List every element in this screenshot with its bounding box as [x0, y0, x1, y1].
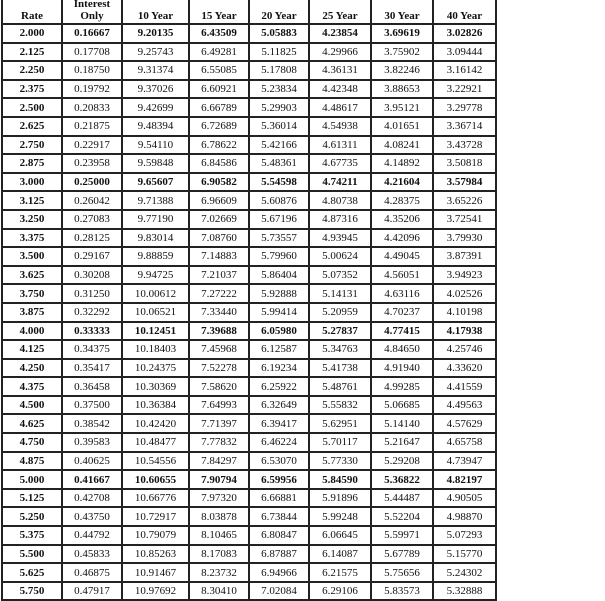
factor-cell: 3.79930 [433, 229, 496, 248]
factor-cell: 0.32292 [62, 303, 122, 322]
factor-cell: 5.91896 [309, 489, 371, 508]
factor-cell: 4.17938 [433, 322, 496, 341]
factor-cell: 6.25922 [249, 377, 309, 396]
factor-cell: 5.52204 [371, 507, 433, 526]
factor-cell: 3.29778 [433, 98, 496, 117]
factor-cell: 7.27222 [189, 284, 249, 303]
factor-cell: 6.53070 [249, 452, 309, 471]
factor-cell: 7.58620 [189, 377, 249, 396]
rate-cell: 2.625 [2, 117, 62, 136]
header-interest-only [62, 0, 122, 24]
header-40-year: 40 Year [433, 0, 496, 24]
factor-cell: 5.60876 [249, 191, 309, 210]
factor-cell: 5.06685 [371, 396, 433, 415]
factor-cell: 6.06645 [309, 526, 371, 545]
factor-cell: 5.07293 [433, 526, 496, 545]
factor-cell: 4.48617 [309, 98, 371, 117]
factor-cell: 5.67196 [249, 210, 309, 229]
table-row [2, 414, 496, 433]
factor-cell: 6.96609 [189, 191, 249, 210]
factor-cell: 5.55832 [309, 396, 371, 415]
factor-cell: 6.59956 [249, 470, 309, 489]
rate-cell: 3.375 [2, 229, 62, 248]
table-row [2, 154, 496, 173]
factor-cell: 4.54938 [309, 117, 371, 136]
factor-cell: 4.42348 [309, 80, 371, 99]
factor-cell: 0.22917 [62, 136, 122, 155]
factor-cell: 5.79960 [249, 247, 309, 266]
table-row [2, 284, 496, 303]
factor-cell: 9.48394 [122, 117, 189, 136]
rate-cell: 5.375 [2, 526, 62, 545]
factor-cell: 9.20135 [122, 24, 189, 43]
factor-cell: 10.72917 [122, 507, 189, 526]
factor-cell: 6.46224 [249, 433, 309, 452]
factor-cell: 5.44487 [371, 489, 433, 508]
factor-cell: 7.84297 [189, 452, 249, 471]
factor-cell: 3.02826 [433, 24, 496, 43]
factor-cell: 5.99248 [309, 507, 371, 526]
factor-cell: 5.14131 [309, 284, 371, 303]
factor-cell: 7.77832 [189, 433, 249, 452]
rate-cell: 3.625 [2, 266, 62, 285]
factor-cell: 4.49563 [433, 396, 496, 415]
factor-cell: 5.99414 [249, 303, 309, 322]
factor-cell: 5.20959 [309, 303, 371, 322]
table-row [2, 80, 496, 99]
factor-cell: 0.44792 [62, 526, 122, 545]
factor-cell: 10.06521 [122, 303, 189, 322]
factor-cell: 5.77330 [309, 452, 371, 471]
factor-cell: 3.75902 [371, 43, 433, 62]
rate-cell: 4.375 [2, 377, 62, 396]
factor-cell: 0.34375 [62, 340, 122, 359]
factor-cell: 5.73557 [249, 229, 309, 248]
factor-cell: 6.05980 [249, 322, 309, 341]
factor-cell: 4.28375 [371, 191, 433, 210]
factor-cell: 6.14087 [309, 545, 371, 564]
factor-cell: 7.39688 [189, 322, 249, 341]
factor-cell: 4.10198 [433, 303, 496, 322]
factor-cell: 6.39417 [249, 414, 309, 433]
factor-cell: 3.88653 [371, 80, 433, 99]
factor-cell: 4.65758 [433, 433, 496, 452]
factor-cell: 7.02669 [189, 210, 249, 229]
factor-cell: 0.42708 [62, 489, 122, 508]
factor-cell: 0.17708 [62, 43, 122, 62]
factor-cell: 0.28125 [62, 229, 122, 248]
header-15-year: 15 Year [189, 0, 249, 24]
rate-cell: 3.500 [2, 247, 62, 266]
rate-cell: 2.875 [2, 154, 62, 173]
table-row [2, 117, 496, 136]
rate-cell: 2.125 [2, 43, 62, 62]
table-row [2, 191, 496, 210]
header-rate: Rate [2, 0, 62, 24]
factor-cell: 0.27083 [62, 210, 122, 229]
factor-cell: 8.30410 [189, 582, 249, 601]
factor-cell: 10.91467 [122, 563, 189, 582]
header-30-year: 30 Year [371, 0, 433, 24]
factor-cell: 6.87887 [249, 545, 309, 564]
factor-cell: 7.08760 [189, 229, 249, 248]
factor-cell: 6.84586 [189, 154, 249, 173]
factor-cell: 0.46875 [62, 563, 122, 582]
factor-cell: 3.09444 [433, 43, 496, 62]
factor-cell: 8.17083 [189, 545, 249, 564]
factor-cell: 5.27837 [309, 322, 371, 341]
factor-cell: 5.48361 [249, 154, 309, 173]
table-row [2, 210, 496, 229]
payment-factor-table [1, 0, 497, 601]
table-row [2, 545, 496, 564]
factor-cell: 8.03878 [189, 507, 249, 526]
table-row [2, 303, 496, 322]
factor-cell: 3.50818 [433, 154, 496, 173]
factor-cell: 3.65226 [433, 191, 496, 210]
factor-cell: 7.97320 [189, 489, 249, 508]
factor-cell: 9.59848 [122, 154, 189, 173]
factor-cell: 4.61311 [309, 136, 371, 155]
table-row [2, 377, 496, 396]
factor-cell: 9.71388 [122, 191, 189, 210]
header-25-year: 25 Year [309, 0, 371, 24]
factor-cell: 5.86404 [249, 266, 309, 285]
rate-cell: 4.625 [2, 414, 62, 433]
factor-cell: 4.73947 [433, 452, 496, 471]
rate-cell: 5.125 [2, 489, 62, 508]
rate-cell: 5.750 [2, 582, 62, 601]
table-row [2, 489, 496, 508]
rate-cell: 5.250 [2, 507, 62, 526]
factor-cell: 9.37026 [122, 80, 189, 99]
factor-cell: 10.24375 [122, 359, 189, 378]
factor-cell: 5.59971 [371, 526, 433, 545]
rate-cell: 5.625 [2, 563, 62, 582]
factor-cell: 10.00612 [122, 284, 189, 303]
table-row [2, 229, 496, 248]
factor-cell: 5.54598 [249, 173, 309, 192]
factor-cell: 10.36384 [122, 396, 189, 415]
factor-cell: 6.73844 [249, 507, 309, 526]
factor-cell: 0.47917 [62, 582, 122, 601]
factor-cell: 10.85263 [122, 545, 189, 564]
factor-cell: 9.54110 [122, 136, 189, 155]
factor-cell: 3.82246 [371, 61, 433, 80]
factor-cell: 9.94725 [122, 266, 189, 285]
factor-cell: 7.33440 [189, 303, 249, 322]
factor-cell: 9.42699 [122, 98, 189, 117]
factor-cell: 3.95121 [371, 98, 433, 117]
factor-cell: 4.14892 [371, 154, 433, 173]
factor-cell: 4.02526 [433, 284, 496, 303]
factor-cell: 5.21647 [371, 433, 433, 452]
factor-cell: 9.31374 [122, 61, 189, 80]
table-header-row [2, 0, 496, 24]
factor-cell: 4.98870 [433, 507, 496, 526]
factor-cell: 5.41738 [309, 359, 371, 378]
factor-cell: 0.21875 [62, 117, 122, 136]
rate-cell: 3.750 [2, 284, 62, 303]
table-body [2, 24, 496, 600]
factor-cell: 5.62951 [309, 414, 371, 433]
factor-cell: 4.36131 [309, 61, 371, 80]
factor-cell: 0.16667 [62, 24, 122, 43]
rate-cell: 4.125 [2, 340, 62, 359]
factor-cell: 5.23834 [249, 80, 309, 99]
factor-cell: 4.42096 [371, 229, 433, 248]
factor-cell: 4.77415 [371, 322, 433, 341]
factor-cell: 4.21604 [371, 173, 433, 192]
rate-cell: 4.750 [2, 433, 62, 452]
table-row [2, 433, 496, 452]
table-row [2, 322, 496, 341]
factor-cell: 5.84590 [309, 470, 371, 489]
factor-cell: 5.36014 [249, 117, 309, 136]
rate-cell: 2.500 [2, 98, 62, 117]
factor-cell: 6.32649 [249, 396, 309, 415]
factor-cell: 4.63116 [371, 284, 433, 303]
factor-cell: 6.60921 [189, 80, 249, 99]
factor-cell: 5.29208 [371, 452, 433, 471]
factor-cell: 5.36822 [371, 470, 433, 489]
table-row [2, 507, 496, 526]
factor-cell: 4.93945 [309, 229, 371, 248]
factor-cell: 0.18750 [62, 61, 122, 80]
factor-cell: 7.45968 [189, 340, 249, 359]
rate-cell: 4.500 [2, 396, 62, 415]
factor-cell: 0.19792 [62, 80, 122, 99]
factor-cell: 5.75656 [371, 563, 433, 582]
table-row [2, 396, 496, 415]
factor-cell: 4.41559 [433, 377, 496, 396]
factor-cell: 10.30369 [122, 377, 189, 396]
factor-cell: 6.21575 [309, 563, 371, 582]
factor-cell: 5.05883 [249, 24, 309, 43]
factor-cell: 6.49281 [189, 43, 249, 62]
factor-cell: 8.10465 [189, 526, 249, 545]
factor-cell: 0.20833 [62, 98, 122, 117]
factor-cell: 0.36458 [62, 377, 122, 396]
factor-cell: 0.41667 [62, 470, 122, 489]
factor-cell: 9.77190 [122, 210, 189, 229]
factor-cell: 7.64993 [189, 396, 249, 415]
factor-cell: 5.32888 [433, 582, 496, 601]
factor-cell: 4.25746 [433, 340, 496, 359]
factor-cell: 4.57629 [433, 414, 496, 433]
factor-cell: 4.49045 [371, 247, 433, 266]
factor-cell: 9.83014 [122, 229, 189, 248]
factor-cell: 0.45833 [62, 545, 122, 564]
factor-cell: 5.70117 [309, 433, 371, 452]
table-row [2, 136, 496, 155]
factor-cell: 6.55085 [189, 61, 249, 80]
factor-cell: 0.31250 [62, 284, 122, 303]
factor-cell: 10.12451 [122, 322, 189, 341]
factor-cell: 0.39583 [62, 433, 122, 452]
factor-cell: 8.23732 [189, 563, 249, 582]
factor-cell: 3.22921 [433, 80, 496, 99]
factor-cell: 9.25743 [122, 43, 189, 62]
rate-cell: 5.000 [2, 470, 62, 489]
factor-cell: 0.23958 [62, 154, 122, 173]
factor-cell: 0.33333 [62, 322, 122, 341]
factor-cell: 9.88859 [122, 247, 189, 266]
factor-cell: 5.42166 [249, 136, 309, 155]
header-interest-only-text: Interest Only [73, 0, 111, 22]
factor-cell: 3.36714 [433, 117, 496, 136]
factor-cell: 0.30208 [62, 266, 122, 285]
factor-cell: 5.00624 [309, 247, 371, 266]
factor-cell: 7.21037 [189, 266, 249, 285]
table-row [2, 470, 496, 489]
rate-cell: 4.250 [2, 359, 62, 378]
factor-cell: 0.40625 [62, 452, 122, 471]
header-20-year: 20 Year [249, 0, 309, 24]
rate-cell: 2.250 [2, 61, 62, 80]
factor-cell: 10.97692 [122, 582, 189, 601]
factor-cell: 10.60655 [122, 470, 189, 489]
factor-cell: 7.90794 [189, 470, 249, 489]
factor-cell: 7.71397 [189, 414, 249, 433]
factor-cell: 3.57984 [433, 173, 496, 192]
table-row [2, 526, 496, 545]
factor-cell: 6.80847 [249, 526, 309, 545]
factor-cell: 5.15770 [433, 545, 496, 564]
header-10-year: 10 Year [122, 0, 189, 24]
factor-cell: 4.29966 [309, 43, 371, 62]
factor-cell: 4.74211 [309, 173, 371, 192]
factor-cell: 4.87316 [309, 210, 371, 229]
factor-cell: 5.92888 [249, 284, 309, 303]
rate-cell: 3.250 [2, 210, 62, 229]
factor-cell: 9.65607 [122, 173, 189, 192]
factor-cell: 4.01651 [371, 117, 433, 136]
rate-cell: 2.750 [2, 136, 62, 155]
factor-cell: 4.70237 [371, 303, 433, 322]
factor-cell: 5.14140 [371, 414, 433, 433]
factor-cell: 5.17808 [249, 61, 309, 80]
rate-cell: 3.875 [2, 303, 62, 322]
table-row [2, 452, 496, 471]
factor-cell: 10.48477 [122, 433, 189, 452]
rate-cell: 2.375 [2, 80, 62, 99]
factor-cell: 4.08241 [371, 136, 433, 155]
factor-cell: 6.66881 [249, 489, 309, 508]
factor-cell: 6.72689 [189, 117, 249, 136]
factor-cell: 3.87391 [433, 247, 496, 266]
factor-cell: 6.29106 [309, 582, 371, 601]
factor-cell: 4.84650 [371, 340, 433, 359]
factor-cell: 5.29903 [249, 98, 309, 117]
factor-cell: 5.07352 [309, 266, 371, 285]
factor-cell: 4.23854 [309, 24, 371, 43]
factor-cell: 5.48761 [309, 377, 371, 396]
payment-factor-table-container [1, 0, 497, 601]
rate-cell: 4.875 [2, 452, 62, 471]
factor-cell: 3.72541 [433, 210, 496, 229]
table-row [2, 173, 496, 192]
factor-cell: 0.35417 [62, 359, 122, 378]
factor-cell: 6.94966 [249, 563, 309, 582]
table-row [2, 359, 496, 378]
factor-cell: 10.79079 [122, 526, 189, 545]
factor-cell: 4.67735 [309, 154, 371, 173]
table-row [2, 61, 496, 80]
table-row [2, 563, 496, 582]
factor-cell: 10.54556 [122, 452, 189, 471]
factor-cell: 0.37500 [62, 396, 122, 415]
table-row [2, 98, 496, 117]
factor-cell: 6.90582 [189, 173, 249, 192]
factor-cell: 6.19234 [249, 359, 309, 378]
factor-cell: 7.52278 [189, 359, 249, 378]
factor-cell: 4.90505 [433, 489, 496, 508]
factor-cell: 0.38542 [62, 414, 122, 433]
factor-cell: 5.24302 [433, 563, 496, 582]
factor-cell: 5.83573 [371, 582, 433, 601]
factor-cell: 10.66776 [122, 489, 189, 508]
factor-cell: 3.69619 [371, 24, 433, 43]
factor-cell: 4.99285 [371, 377, 433, 396]
rate-cell: 5.500 [2, 545, 62, 564]
factor-cell: 3.43728 [433, 136, 496, 155]
factor-cell: 4.33620 [433, 359, 496, 378]
factor-cell: 4.35206 [371, 210, 433, 229]
factor-cell: 0.25000 [62, 173, 122, 192]
table-row [2, 24, 496, 43]
rate-cell: 3.125 [2, 191, 62, 210]
factor-cell: 6.43509 [189, 24, 249, 43]
factor-cell: 4.91940 [371, 359, 433, 378]
factor-cell: 5.11825 [249, 43, 309, 62]
factor-cell: 4.56051 [371, 266, 433, 285]
table-row [2, 247, 496, 266]
factor-cell: 4.80738 [309, 191, 371, 210]
factor-cell: 0.26042 [62, 191, 122, 210]
factor-cell: 0.29167 [62, 247, 122, 266]
factor-cell: 6.66789 [189, 98, 249, 117]
factor-cell: 7.02084 [249, 582, 309, 601]
rate-cell: 3.000 [2, 173, 62, 192]
factor-cell: 7.14883 [189, 247, 249, 266]
rate-cell: 4.000 [2, 322, 62, 341]
factor-cell: 4.82197 [433, 470, 496, 489]
table-row [2, 340, 496, 359]
factor-cell: 6.12587 [249, 340, 309, 359]
factor-cell: 5.34763 [309, 340, 371, 359]
factor-cell: 5.67789 [371, 545, 433, 564]
table-row [2, 43, 496, 62]
factor-cell: 0.43750 [62, 507, 122, 526]
factor-cell: 10.42420 [122, 414, 189, 433]
table-row [2, 266, 496, 285]
rate-cell: 2.000 [2, 24, 62, 43]
factor-cell: 3.94923 [433, 266, 496, 285]
factor-cell: 3.16142 [433, 61, 496, 80]
factor-cell: 6.78622 [189, 136, 249, 155]
factor-cell: 10.18403 [122, 340, 189, 359]
